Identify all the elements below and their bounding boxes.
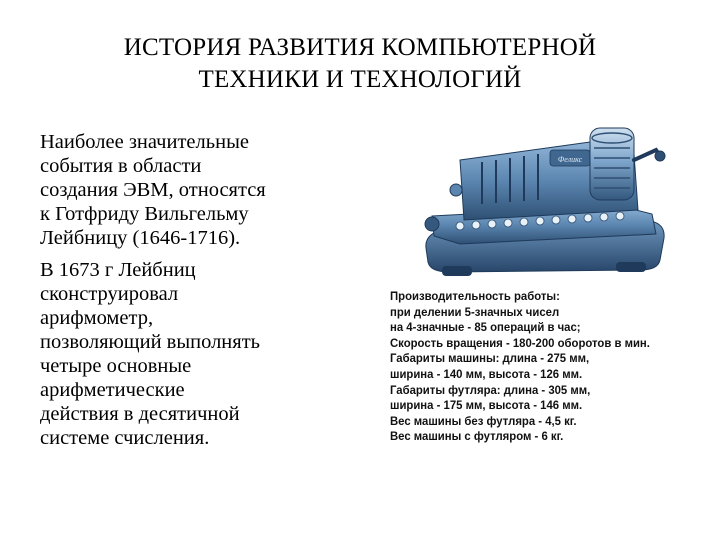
text-line: четыре основные bbox=[40, 355, 192, 377]
text-line: Наиболее значительные bbox=[40, 131, 249, 153]
text-line: В 1673 г Лейбниц bbox=[40, 259, 196, 281]
spec-line: Габариты машины: длина - 275 мм, bbox=[390, 351, 590, 366]
text-line: создания ЭВМ, относятся bbox=[40, 179, 266, 201]
specifications bbox=[390, 289, 678, 445]
paragraph-intro bbox=[40, 130, 360, 250]
text-line: позволяющий выполнять bbox=[40, 331, 261, 353]
spec-line: при делении 5-значных чисел bbox=[390, 304, 560, 319]
slide-title bbox=[40, 32, 680, 96]
title-line: ТЕХНИКИ И ТЕХНОЛОГИЙ bbox=[198, 66, 522, 93]
arithmometer-image bbox=[420, 120, 670, 280]
text-line: события в области bbox=[40, 155, 202, 177]
spec-line: Скорость вращения - 180-200 оборотов в мин. bbox=[390, 335, 650, 350]
spec-line: Вес машины с футляром - 6 кг. bbox=[390, 429, 564, 444]
text-line: арифмометр, bbox=[40, 307, 154, 329]
machine-label: Феликс bbox=[557, 155, 583, 164]
spec-line: ширина - 140 мм, высота - 126 мм. bbox=[390, 366, 583, 381]
text-line: к Готфриду Вильгельму bbox=[40, 203, 249, 225]
spec-line: на 4-значные - 85 операций в час; bbox=[390, 320, 581, 335]
spec-line: Вес машины без футляра - 4,5 кг. bbox=[390, 413, 577, 428]
spec-line: Габариты футляра: длина - 305 мм, bbox=[390, 382, 591, 397]
text-line: арифметические bbox=[40, 379, 185, 401]
text-line: действия в десятичной bbox=[40, 403, 240, 425]
text-line: Лейбницу (1646-1716). bbox=[40, 227, 241, 249]
spec-line: ширина - 175 мм, высота - 146 мм. bbox=[390, 398, 583, 413]
spec-line: Производительность работы: bbox=[390, 289, 560, 303]
text-line: системе счисления. bbox=[40, 427, 210, 449]
text-line: сконструировал bbox=[40, 283, 179, 305]
title-line: ИСТОРИЯ РАЗВИТИЯ КОМПЬЮТЕРНОЙ bbox=[123, 34, 597, 61]
body-text bbox=[40, 130, 360, 458]
paragraph-invention bbox=[40, 258, 360, 450]
